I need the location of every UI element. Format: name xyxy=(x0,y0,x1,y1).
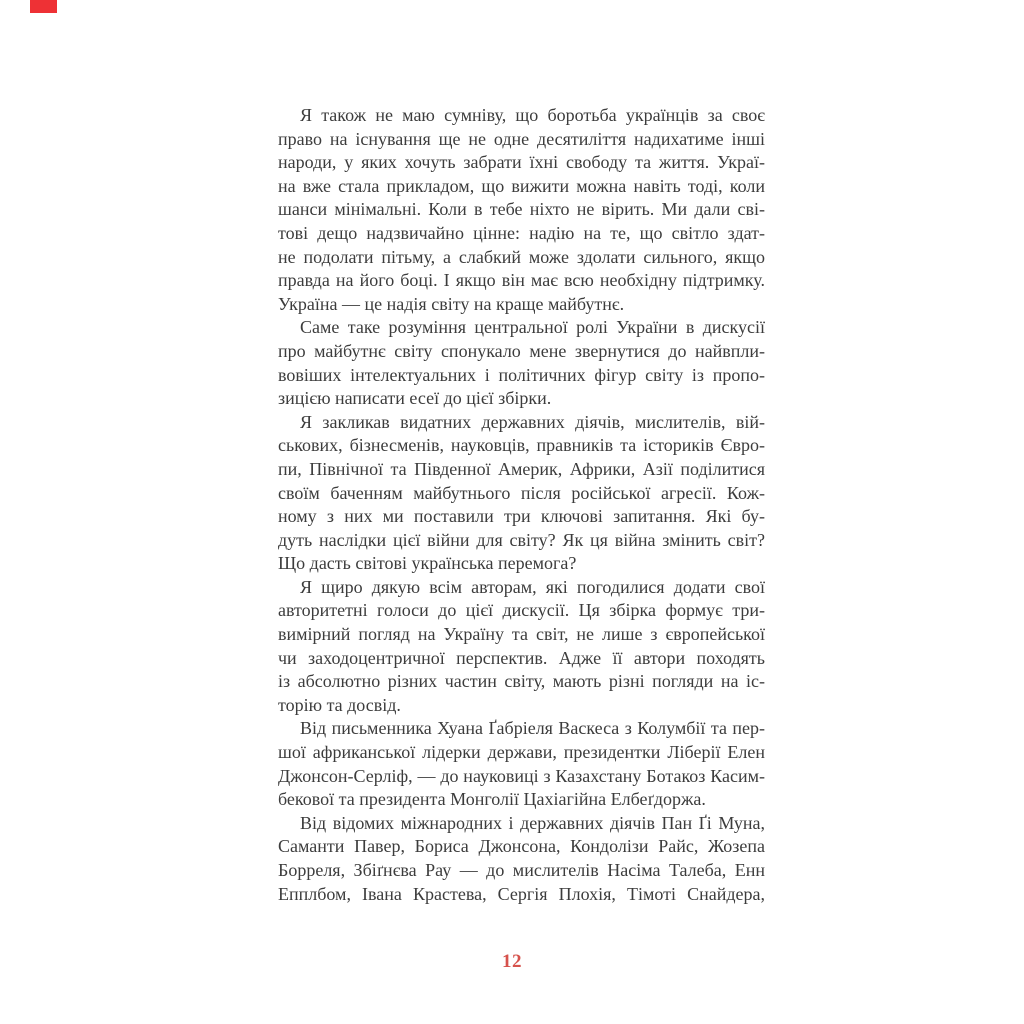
text-line: Я також не маю сумніву, що боротьба українців за своє xyxy=(300,105,765,125)
text-line: тові дещо надзвичайно цінне: надію на те, що світло здат- xyxy=(278,222,765,243)
paragraph xyxy=(278,411,765,576)
text-line: Україна — це надія світу на краще майбутнє. xyxy=(278,293,625,314)
text-line: Борреля, Збіґнєва Рау — до мислителів Насіма Талеба, Енн xyxy=(278,860,765,880)
text-line: ному з них ми поставили три ключові запитання. Які бу- xyxy=(278,506,765,527)
text-line: Саманти Павер, Бориса Джонсона, Кондолізи Райс, Жозепа xyxy=(278,836,765,857)
text-line: Що дасть світові українська перемога? xyxy=(278,553,577,574)
paragraph xyxy=(278,104,765,316)
body-text xyxy=(278,104,765,906)
text-line: пи, Північної та Південної Америк, Африки, Азії поділитися xyxy=(278,458,765,479)
paragraph xyxy=(278,316,765,410)
text-line: не подолати пітьму, а слабкий може здолати сильного, якщо xyxy=(278,246,765,267)
text-line: своїм баченням майбутнього після російської агресії. Кож- xyxy=(278,482,765,503)
text-line: Саме таке розуміння центральної ролі України в дискусії xyxy=(300,317,765,338)
text-line: чи заходоцентричної перспектив. Адже її автори походять xyxy=(278,647,765,668)
text-line: Від письменника Хуана Ґабріеля Васкеса з Колумбії та пер- xyxy=(300,718,765,739)
text-line: Я щиро дякую всім авторам, які погодилися додати свої xyxy=(300,576,765,597)
text-line: вовіших інтелектуальних і політичних фігур світу із пропо- xyxy=(278,364,765,385)
paragraph xyxy=(278,812,765,906)
text-line: шої африканської лідерки держави, президентки Ліберії Елен xyxy=(278,742,765,763)
text-line: про майбутнє світу спонукало мене звернутися до найвпли- xyxy=(278,340,765,361)
text-line: із абсолютно різних частин світу, мають різні погляди на іс- xyxy=(278,671,765,692)
text-line: шанси мінімальні. Коли в тебе ніхто не вірить. Ми дали сві- xyxy=(278,199,765,220)
paragraph xyxy=(278,717,765,811)
corner-mark xyxy=(30,0,57,13)
text-line: торію та досвід. xyxy=(278,694,401,715)
text-line: Я закликав видатних державних діячів, мислителів, вій- xyxy=(300,411,765,432)
text-line: правда на його боці. І якщо він має всю необхідну підтримку. xyxy=(278,270,765,291)
text-line: ськових, бізнесменів, науковців, правників та істориків Євро- xyxy=(278,435,765,456)
text-line: вимірний погляд на Україну та світ, не лише з європейської xyxy=(278,624,765,645)
text-line: право на існування ще не одне десятиліття надихатиме інші xyxy=(278,128,765,149)
page-footer xyxy=(0,951,1024,973)
page-number: 12 xyxy=(502,951,522,972)
paragraph xyxy=(278,576,765,718)
text-line: Від відомих міжнародних і державних діячів Пан Ґі Муна, xyxy=(300,812,765,833)
text-line: на вже стала прикладом, що вижити можна навіть тоді, коли xyxy=(278,175,765,196)
text-line: бекової та президента Монголії Цахіагійна Елбеґдоржа. xyxy=(278,789,706,810)
text-line: Джонсон-Серліф, — до науковиці з Казахстану Ботакоз Касим- xyxy=(278,765,765,786)
text-line: дуть наслідки цієї війни для світу? Як ця війна змінить світ? xyxy=(278,529,765,550)
text-line: зицією написати есеї до цієї збірки. xyxy=(278,388,552,409)
text-line: Епплбом, Івана Крастева, Сергія Плохія, Тімоті Снайдера, xyxy=(278,883,765,904)
text-line: авторитетні голоси до цієї дискусії. Ця збірка формує три- xyxy=(278,600,765,621)
text-line: народи, у яких хочуть забрати їхні свободу та життя. Украї- xyxy=(278,152,765,173)
